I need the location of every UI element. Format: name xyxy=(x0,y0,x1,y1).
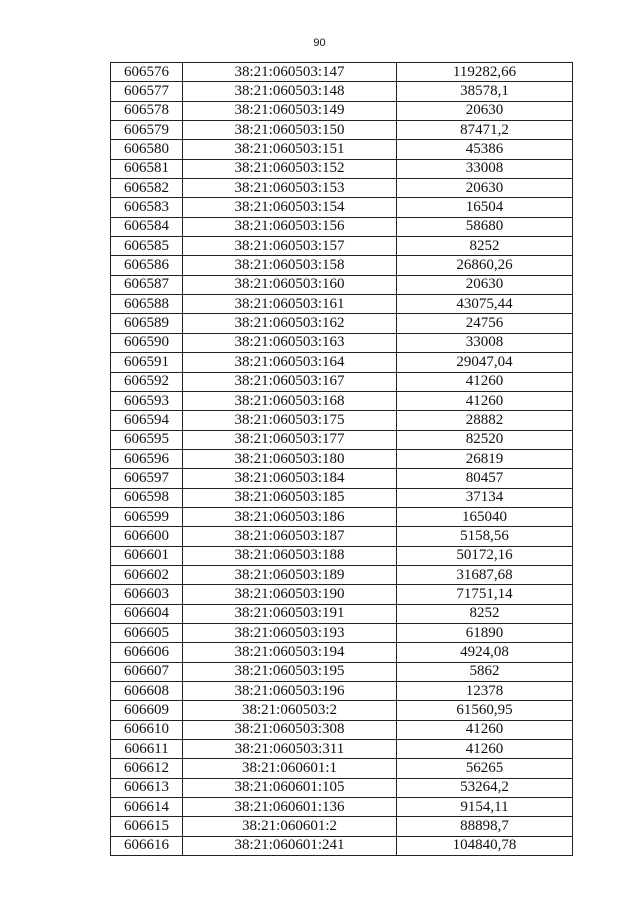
row-number-cell: 606580 xyxy=(111,140,183,159)
value-cell: 58680 xyxy=(397,217,573,236)
row-number-cell: 606586 xyxy=(111,256,183,275)
row-number-cell: 606583 xyxy=(111,198,183,217)
row-number-cell: 606612 xyxy=(111,759,183,778)
value-cell: 8252 xyxy=(397,237,573,256)
table-row xyxy=(111,585,573,604)
cadastral-number-cell: 38:21:060503:152 xyxy=(183,159,397,178)
row-number-cell: 606587 xyxy=(111,275,183,294)
value-cell: 104840,78 xyxy=(397,836,573,855)
cadastral-number-cell: 38:21:060503:2 xyxy=(183,701,397,720)
cadastral-number-cell: 38:21:060601:241 xyxy=(183,836,397,855)
table-row xyxy=(111,198,573,217)
cadastral-number-cell: 38:21:060503:156 xyxy=(183,217,397,236)
value-cell: 20630 xyxy=(397,101,573,120)
table-row xyxy=(111,623,573,642)
table-row xyxy=(111,778,573,797)
row-number-cell: 606606 xyxy=(111,643,183,662)
cadastral-number-cell: 38:21:060503:188 xyxy=(183,546,397,565)
row-number-cell: 606577 xyxy=(111,82,183,101)
row-number-cell: 606594 xyxy=(111,411,183,430)
row-number-cell: 606615 xyxy=(111,817,183,836)
table-row xyxy=(111,527,573,546)
page-number: 90 xyxy=(313,37,326,49)
cadastral-number-cell: 38:21:060503:185 xyxy=(183,488,397,507)
value-cell: 165040 xyxy=(397,507,573,526)
row-number-cell: 606582 xyxy=(111,179,183,198)
cadastral-number-cell: 38:21:060503:150 xyxy=(183,121,397,140)
table-row xyxy=(111,604,573,623)
row-number-cell: 606611 xyxy=(111,740,183,759)
row-number-cell: 606598 xyxy=(111,488,183,507)
row-number-cell: 606603 xyxy=(111,585,183,604)
value-cell: 41260 xyxy=(397,372,573,391)
table-row xyxy=(111,643,573,662)
table-row xyxy=(111,295,573,314)
table-row xyxy=(111,836,573,855)
row-number-cell: 606614 xyxy=(111,798,183,817)
value-cell: 37134 xyxy=(397,488,573,507)
table-row xyxy=(111,817,573,836)
value-cell: 53264,2 xyxy=(397,778,573,797)
row-number-cell: 606576 xyxy=(111,63,183,82)
row-number-cell: 606592 xyxy=(111,372,183,391)
value-cell: 50172,16 xyxy=(397,546,573,565)
value-cell: 16504 xyxy=(397,198,573,217)
row-number-cell: 606596 xyxy=(111,449,183,468)
cadastral-number-cell: 38:21:060503:195 xyxy=(183,662,397,681)
cadastral-number-cell: 38:21:060503:147 xyxy=(183,63,397,82)
row-number-cell: 606588 xyxy=(111,295,183,314)
value-cell: 61560,95 xyxy=(397,701,573,720)
cadastral-number-cell: 38:21:060601:2 xyxy=(183,817,397,836)
row-number-cell: 606597 xyxy=(111,469,183,488)
cadastral-number-cell: 38:21:060503:168 xyxy=(183,391,397,410)
row-number-cell: 606593 xyxy=(111,391,183,410)
value-cell: 20630 xyxy=(397,179,573,198)
registry-table xyxy=(110,62,573,856)
table-row xyxy=(111,333,573,352)
cadastral-number-cell: 38:21:060503:184 xyxy=(183,469,397,488)
value-cell: 41260 xyxy=(397,391,573,410)
value-cell: 12378 xyxy=(397,682,573,701)
value-cell: 41260 xyxy=(397,740,573,759)
row-number-cell: 606595 xyxy=(111,430,183,449)
value-cell: 43075,44 xyxy=(397,295,573,314)
table-row xyxy=(111,759,573,778)
row-number-cell: 606584 xyxy=(111,217,183,236)
table-row xyxy=(111,179,573,198)
cadastral-number-cell: 38:21:060601:1 xyxy=(183,759,397,778)
row-number-cell: 606604 xyxy=(111,604,183,623)
table-row xyxy=(111,430,573,449)
row-number-cell: 606589 xyxy=(111,314,183,333)
value-cell: 33008 xyxy=(397,333,573,352)
table-row xyxy=(111,217,573,236)
table-row xyxy=(111,488,573,507)
table-row xyxy=(111,391,573,410)
value-cell: 119282,66 xyxy=(397,63,573,82)
cadastral-number-cell: 38:21:060503:162 xyxy=(183,314,397,333)
cadastral-number-cell: 38:21:060503:194 xyxy=(183,643,397,662)
row-number-cell: 606616 xyxy=(111,836,183,855)
row-number-cell: 606579 xyxy=(111,121,183,140)
row-number-cell: 606590 xyxy=(111,333,183,352)
table-row xyxy=(111,101,573,120)
table-row xyxy=(111,701,573,720)
table-row xyxy=(111,121,573,140)
table-row xyxy=(111,469,573,488)
cadastral-number-cell: 38:21:060503:163 xyxy=(183,333,397,352)
value-cell: 41260 xyxy=(397,720,573,739)
cadastral-number-cell: 38:21:060503:149 xyxy=(183,101,397,120)
value-cell: 38578,1 xyxy=(397,82,573,101)
value-cell: 5862 xyxy=(397,662,573,681)
cadastral-number-cell: 38:21:060503:196 xyxy=(183,682,397,701)
row-number-cell: 606605 xyxy=(111,623,183,642)
table-row xyxy=(111,411,573,430)
cadastral-number-cell: 38:21:060503:158 xyxy=(183,256,397,275)
registry-table-body xyxy=(111,63,573,856)
value-cell: 9154,11 xyxy=(397,798,573,817)
value-cell: 33008 xyxy=(397,159,573,178)
value-cell: 88898,7 xyxy=(397,817,573,836)
cadastral-number-cell: 38:21:060503:161 xyxy=(183,295,397,314)
table-row xyxy=(111,682,573,701)
table-row xyxy=(111,275,573,294)
table-row xyxy=(111,449,573,468)
row-number-cell: 606585 xyxy=(111,237,183,256)
table-row xyxy=(111,140,573,159)
row-number-cell: 606599 xyxy=(111,507,183,526)
table-row xyxy=(111,372,573,391)
value-cell: 24756 xyxy=(397,314,573,333)
value-cell: 8252 xyxy=(397,604,573,623)
cadastral-number-cell: 38:21:060503:160 xyxy=(183,275,397,294)
cadastral-number-cell: 38:21:060503:157 xyxy=(183,237,397,256)
row-number-cell: 606609 xyxy=(111,701,183,720)
row-number-cell: 606610 xyxy=(111,720,183,739)
cadastral-number-cell: 38:21:060503:148 xyxy=(183,82,397,101)
cadastral-number-cell: 38:21:060503:187 xyxy=(183,527,397,546)
value-cell: 45386 xyxy=(397,140,573,159)
cadastral-number-cell: 38:21:060503:154 xyxy=(183,198,397,217)
cadastral-number-cell: 38:21:060503:191 xyxy=(183,604,397,623)
cadastral-number-cell: 38:21:060503:186 xyxy=(183,507,397,526)
value-cell: 4924,08 xyxy=(397,643,573,662)
cadastral-number-cell: 38:21:060503:153 xyxy=(183,179,397,198)
value-cell: 29047,04 xyxy=(397,353,573,372)
cadastral-number-cell: 38:21:060601:136 xyxy=(183,798,397,817)
cadastral-number-cell: 38:21:060503:177 xyxy=(183,430,397,449)
row-number-cell: 606601 xyxy=(111,546,183,565)
table-row xyxy=(111,740,573,759)
row-number-cell: 606613 xyxy=(111,778,183,797)
value-cell: 61890 xyxy=(397,623,573,642)
value-cell: 28882 xyxy=(397,411,573,430)
table-row xyxy=(111,159,573,178)
row-number-cell: 606578 xyxy=(111,101,183,120)
row-number-cell: 606600 xyxy=(111,527,183,546)
value-cell: 31687,68 xyxy=(397,565,573,584)
row-number-cell: 606581 xyxy=(111,159,183,178)
value-cell: 80457 xyxy=(397,469,573,488)
value-cell: 82520 xyxy=(397,430,573,449)
table-row xyxy=(111,507,573,526)
cadastral-number-cell: 38:21:060503:180 xyxy=(183,449,397,468)
table-row xyxy=(111,82,573,101)
table-row xyxy=(111,237,573,256)
cadastral-number-cell: 38:21:060503:175 xyxy=(183,411,397,430)
table-row xyxy=(111,353,573,372)
table-row xyxy=(111,565,573,584)
table-row xyxy=(111,662,573,681)
table-row xyxy=(111,720,573,739)
value-cell: 20630 xyxy=(397,275,573,294)
value-cell: 5158,56 xyxy=(397,527,573,546)
table-row xyxy=(111,256,573,275)
value-cell: 71751,14 xyxy=(397,585,573,604)
row-number-cell: 606602 xyxy=(111,565,183,584)
cadastral-number-cell: 38:21:060503:311 xyxy=(183,740,397,759)
cadastral-number-cell: 38:21:060503:151 xyxy=(183,140,397,159)
cadastral-number-cell: 38:21:060503:167 xyxy=(183,372,397,391)
value-cell: 56265 xyxy=(397,759,573,778)
cadastral-number-cell: 38:21:060503:193 xyxy=(183,623,397,642)
cadastral-number-cell: 38:21:060503:189 xyxy=(183,565,397,584)
row-number-cell: 606608 xyxy=(111,682,183,701)
row-number-cell: 606607 xyxy=(111,662,183,681)
cadastral-number-cell: 38:21:060601:105 xyxy=(183,778,397,797)
value-cell: 26819 xyxy=(397,449,573,468)
table-row xyxy=(111,314,573,333)
table-row xyxy=(111,546,573,565)
table-row xyxy=(111,63,573,82)
cadastral-number-cell: 38:21:060503:164 xyxy=(183,353,397,372)
table-row xyxy=(111,798,573,817)
row-number-cell: 606591 xyxy=(111,353,183,372)
cadastral-number-cell: 38:21:060503:308 xyxy=(183,720,397,739)
value-cell: 87471,2 xyxy=(397,121,573,140)
value-cell: 26860,26 xyxy=(397,256,573,275)
cadastral-number-cell: 38:21:060503:190 xyxy=(183,585,397,604)
